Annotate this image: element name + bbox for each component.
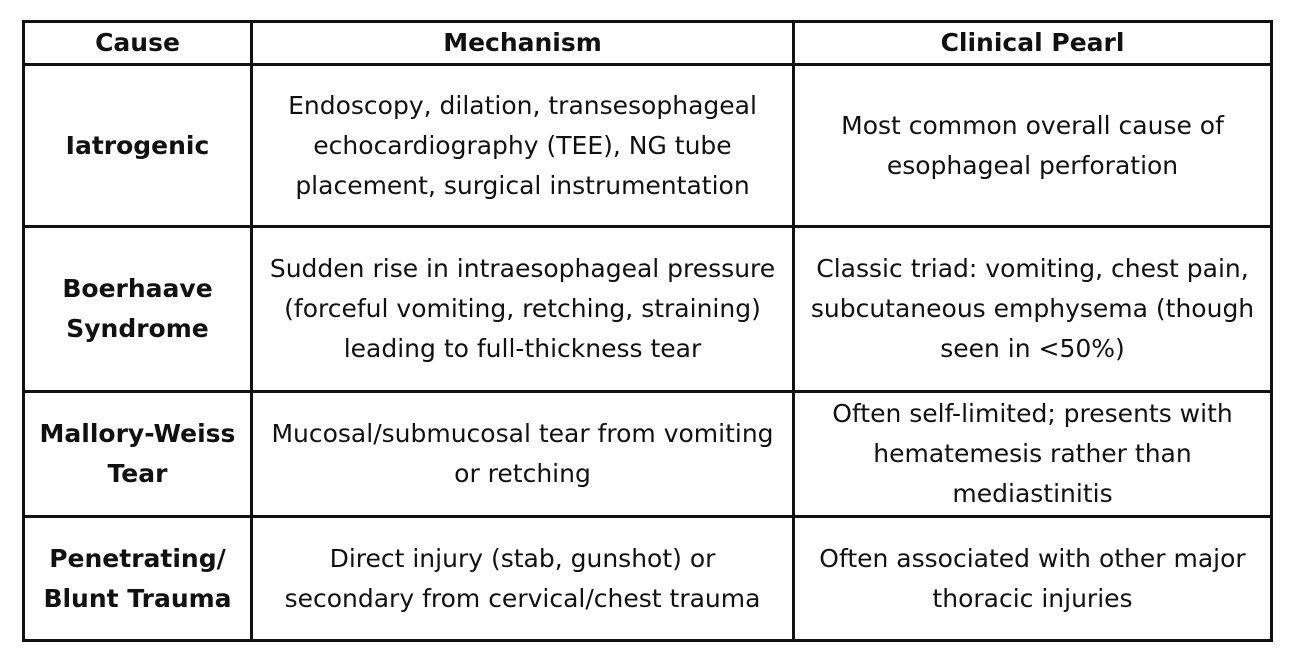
esophageal-perforation-causes-table [22,20,1273,642]
clinical-pearl-cell: Often associated with other major thoracic injuries [794,517,1272,641]
cause-cell: Boerhaave Syndrome [24,227,252,392]
mechanism-cell: Sudden rise in intraesophageal pressure (forceful vomiting, retching, straining) leading to full-thickness tear [252,227,794,392]
table-header-row [24,22,1272,65]
mechanism-cell: Mucosal/submucosal tear from vomiting or retching [252,392,794,517]
mechanism-cell: Direct injury (stab, gunshot) or secondary from cervical/chest trauma [252,517,794,641]
table-row [24,227,1272,392]
clinical-pearl-cell: Often self-limited; presents with hematemesis rather than mediastinitis [794,392,1272,517]
header-cause: Cause [24,22,252,65]
table-row [24,65,1272,227]
table-row [24,517,1272,641]
clinical-pearl-cell: Classic triad: vomiting, chest pain, subcutaneous emphysema (though seen in <50%) [794,227,1272,392]
clinical-pearl-cell: Most common overall cause of esophageal perforation [794,65,1272,227]
header-clinical-pearl: Clinical Pearl [794,22,1272,65]
cause-cell: Iatrogenic [24,65,252,227]
header-mechanism: Mechanism [252,22,794,65]
table-row [24,392,1272,517]
cause-cell: Penetrating/ Blunt Trauma [24,517,252,641]
mechanism-cell: Endoscopy, dilation, transesophageal echocardiography (TEE), NG tube placement, surgical instrumentation [252,65,794,227]
cause-cell: Mallory-Weiss Tear [24,392,252,517]
